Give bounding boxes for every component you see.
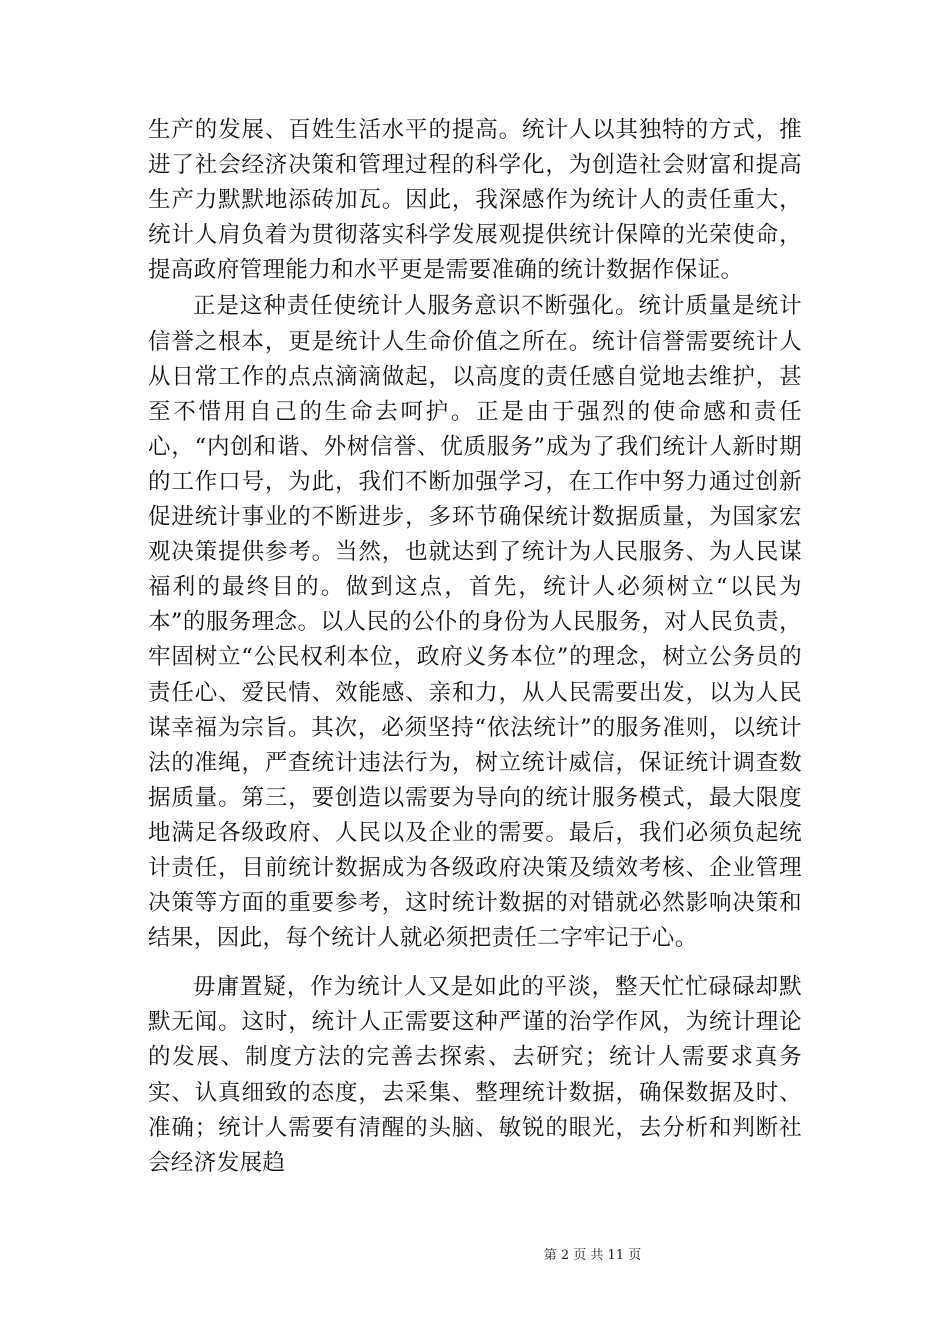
paragraph-conclusion: 毋庸置疑，作为统计人又是如此的平淡，整天忙忙碌碌却默默无闻。这时，统计人正需要这种严谨的治学作风，为统计理论的发展、制度方法的完善去探索、去研究；统计人需要求真务实、认真细致的态度，去采集、整理统计数据，确保数据及时、准确；统计人需要有清醒的头脑、敏锐的眼光，去分析和判断社会经济发展趋	[148, 974, 802, 1176]
page-number-footer: 第 2 页 共 11 页	[543, 1248, 642, 1263]
paragraph-responsibility: 正是这种责任使统计人服务意识不断强化。统计质量是统计信誉之根本，更是统计人生命价值之所在。统计信誉需要统计人从日常工作的点点滴滴做起，以高度的责任感自觉地去维护，甚至不惜用自己的生命去呵护。正是由于强烈的使命感和责任心，“内创和谐、外树信誉、优质服务”成为了我们统计人新时期的工作口号，为此，我们不断加强学习，在工作中努力通过创新促进统计事业的不断进步，多环节确保统计数据质量，为国家宏观决策提供参考。当然，也就达到了统计为人民服务、为人民谋福利的最终目的。做到这点，首先，统计人必须树立“以民为本”的服务理念。以人民的公仆的身份为人民服务，对人民负责，牢固树立“公民权利本位，政府义务本位”的理念，树立公务员的责任心、爱民情、效能感、亲和力，从人民需要出发，以为人民谋幸福为宗旨。其次，必须坚持“依法统计”的服务准则，以统计法的准绳，严查统计违法行为，树立统计威信，保证统计调查数据质量。第三，要创造以需要为导向的统计服务模式，最大限度地满足各级政府、人民以及企业的需要。最后，我们必须负起统计责任，目前统计数据成为各级政府决策及绩效考核、企业管理决策等方面的重要参考，这时统计数据的对错就必然影响决策和结果，因此，每个统计人就必须把责任二字牢记于心。	[148, 293, 802, 952]
paragraph-continuation: 生产的发展、百姓生活水平的提高。统计人以其独特的方式，推进了社会经济决策和管理过程的科学化，为创造社会财富和提高生产力默默地添砖加瓦。因此，我深感作为统计人的责任重大，统计人肩负着为贯彻落实科学发展观提供统计保障的光荣使命，提高政府管理能力和水平更是需要准确的统计数据作保证。	[148, 117, 802, 284]
body-text	[148, 113, 802, 1181]
